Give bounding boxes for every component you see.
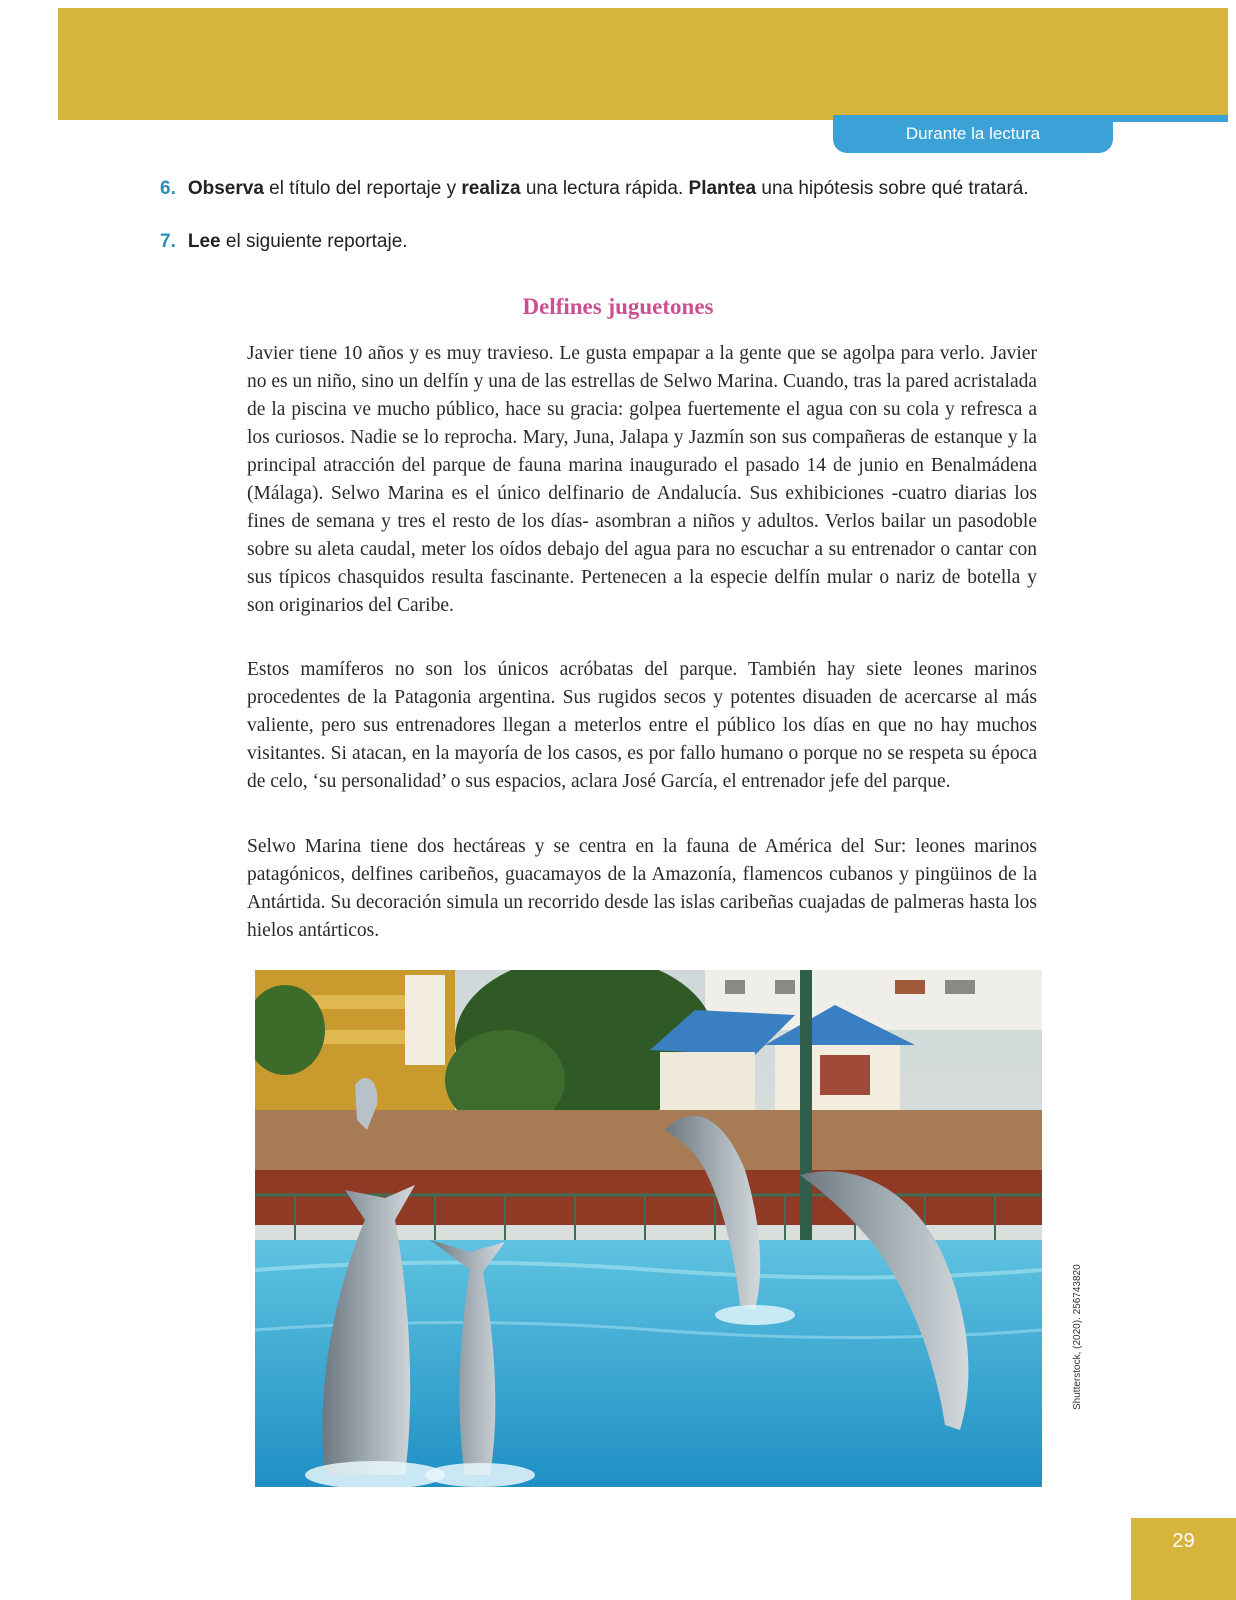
activity-verb: Lee	[187, 231, 221, 252]
section-tab: Durante la lectura	[833, 115, 1113, 153]
page-number: 29	[1131, 1518, 1236, 1600]
activity-verb: realiza	[461, 178, 521, 199]
activity-verb: Observa	[187, 178, 264, 199]
article-paragraph: Javier tiene 10 años y es muy travieso. Le gusta empapar a la gente que se agolpa para verlo. Javier no es un niño, sino un delfín y una de las estrellas de Selwo Marina. Cuando, tras la pared acristalada de la piscina ve mucho público, hace su gracia: golpea fuertemente el agua con su cola y refresca a los curiosos. Nadie se lo reprocha. Mary, Juna, Jalapa y Jazmín son sus compañeras de estanque y la principal atracción del parque de fauna marina inaugurado el pasado 14 de junio en Benalmádena (Málaga). Selwo Marina es el único delfinario de Andalucía. Sus exhibiciones -cuatro diarias los fines de semana y tres el resto de los días- asombran a niños y adultos. Verlos bailar un pasodoble sobre su aleta caudal, meter los oídos debajo del agua para no escuchar a su entrenador o cantar con sus típicos chasquidos resulta fascinante. Pertenecen a la especie delfín mular o nariz de botella y son originarios del Caribe.	[247, 343, 1037, 616]
dolphin-show-photo	[255, 970, 1042, 1487]
activity-number: 6.	[160, 178, 176, 199]
activity-text: una hipótesis sobre qué tratará.	[756, 178, 1029, 199]
photo-credit: Shutterstock, (2020). 256743820	[1072, 1264, 1083, 1410]
article-paragraph: Selwo Marina tiene dos hectáreas y se centra en la fauna de América del Sur: leones marinos patagónicos, delfines caribeños, guacamayos de la Amazonía, flamencos cubanos y pingüinos de la Antártida. Su decoración simula un recorrido desde las islas caribeñas cuajadas de palmeras hasta los hielos antárticos.	[247, 836, 1037, 941]
header-band	[58, 8, 1228, 120]
activity-6	[160, 178, 1029, 200]
activity-7	[160, 231, 408, 253]
article-paragraph: Estos mamíferos no son los únicos acróbatas del parque. También hay siete leones marinos procedentes de la Patagonia argentina. Sus rugidos secos y potentes disuaden de acercarse al más valiente, pero sus entrenadores llegan a meterlos entre el público los días en que no hay muchos visitantes. Si atacan, en la mayoría de los casos, es por fallo humano o porque no se respeta su época de celo, ‘su personalidad’ o sus espacios, aclara José García, el entrenador jefe del parque.	[247, 659, 1037, 792]
article-title: Delfines juguetones	[522, 294, 714, 319]
activity-text: una lectura rápida.	[520, 178, 689, 199]
activity-verb: Plantea	[688, 178, 757, 199]
activity-text: el título del reportaje y	[263, 178, 462, 199]
activity-number: 7.	[160, 231, 176, 252]
activity-text: el siguiente reportaje.	[220, 231, 408, 252]
